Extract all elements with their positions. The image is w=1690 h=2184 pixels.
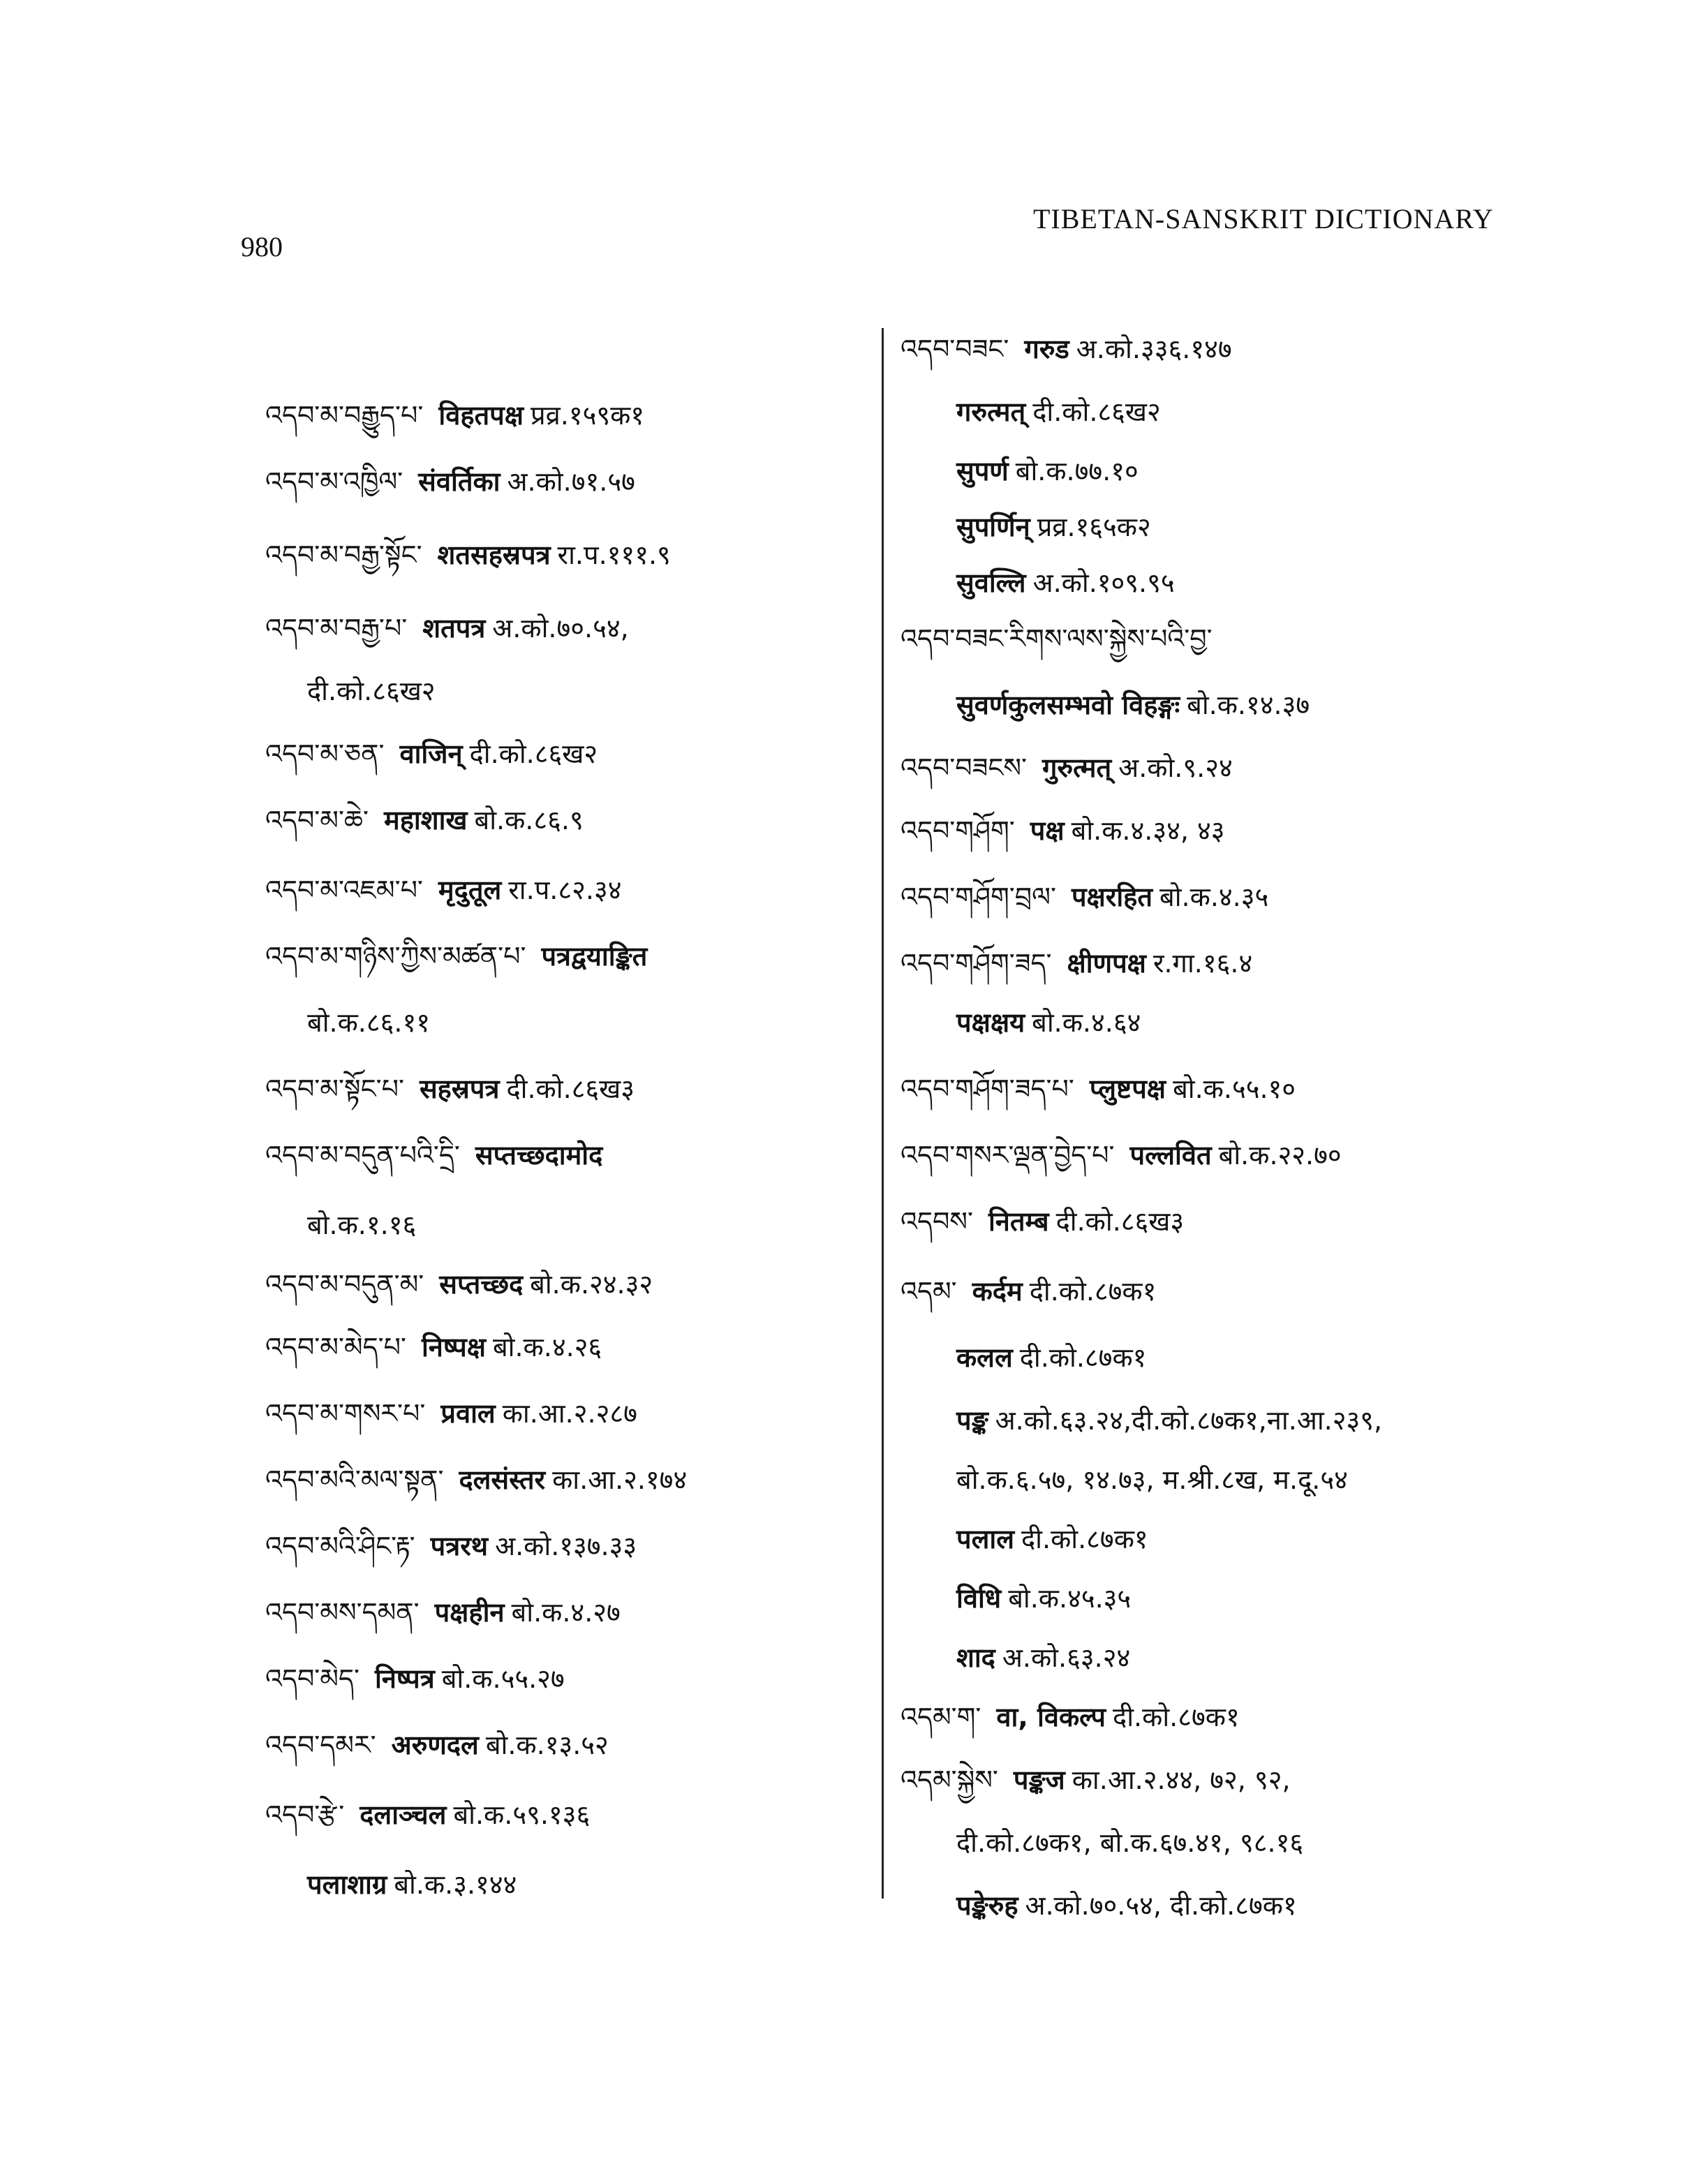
source-reference: अ.को.३३६.१४७ [1076,334,1232,364]
page-number: 980 [241,231,283,262]
source-reference: दी.को.८६ख३ [506,1074,635,1104]
dictionary-entry [900,1522,1148,1557]
sanskrit-equivalent: पक्ष [1030,815,1065,846]
tibetan-term: འདབ་མེད་ [265,1663,360,1694]
sanskrit-equivalent: अरुणदल [391,1730,479,1760]
tibetan-term: འདབ་གཤོག་བྲལ་ [900,882,1056,912]
source-reference: बो.क.२२.७० [1218,1140,1342,1171]
dictionary-entry [265,1330,602,1365]
dictionary-entry [265,1071,635,1106]
source-reference: बो.क.४.३४, ४३ [1071,815,1225,846]
sanskrit-equivalent: गरुड [1024,334,1069,364]
tibetan-term: འདབ་མ་གསར་པ་ [265,1398,426,1429]
column-divider [882,328,884,1899]
dictionary-entry [900,621,1228,656]
sanskrit-equivalent: विधि [956,1583,1002,1614]
dictionary-entry [265,1728,609,1762]
source-reference: बो.क.१३.५२ [485,1730,609,1760]
dictionary-entry [265,872,622,907]
tibetan-term: འདབ་དམར་ [265,1730,376,1760]
dictionary-entry [900,394,1161,429]
sanskrit-equivalent: पङ्क [956,1405,988,1436]
dictionary-entry [265,1595,621,1630]
dictionary-entry [900,1762,1291,1797]
dictionary-entry [265,1661,565,1696]
dictionary-entry [265,674,436,708]
sanskrit-equivalent: गरुत्मत् [956,396,1026,427]
sanskrit-equivalent: पङ्केरुह [956,1890,1018,1921]
sanskrit-equivalent: निष्पत्र [374,1663,435,1694]
source-reference: अ.को.७०.५४, दी.को.८७क१ [1025,1890,1297,1921]
source-reference: प्रव्र.१६५क२ [1037,512,1151,542]
source-reference: बो.क.१.१६ [307,1210,417,1240]
tibetan-term: འདབ་རྩེ་ [265,1799,345,1830]
tibetan-term: འདབ་གཤོག་ [900,815,1015,846]
tibetan-term: འདབ་མ་གཉིས་ཀྱིས་མཚན་པ་ [265,941,526,972]
sanskrit-equivalent: शतपत्र [422,613,486,644]
dictionary-entry [265,1396,637,1431]
source-reference: का.आ.२.१७४ [552,1464,688,1495]
dictionary-entry [265,464,635,499]
sanskrit-equivalent: सुपर्णिन् [956,512,1030,542]
dictionary-entry [900,1138,1342,1173]
tibetan-term: འདབ་མ་ཆེ་ [265,805,369,835]
sanskrit-equivalent: सप्तच्छद [439,1269,524,1300]
source-reference: अ.को.६३.२४,दी.को.८७क१,ना.आ.२३९, [995,1405,1383,1436]
source-reference: प्रव्र.१५९क१ [531,400,645,431]
tibetan-term: འདབ་བཟང་རིགས་ལས་སྐྱེས་པའི་བྱ་ [900,623,1213,654]
source-reference: दी.को.८७क१, बो.क.६७.४१, ९८.१६ [956,1827,1304,1858]
source-reference: रा.प.१११.९ [557,540,671,570]
source-reference: बो.क.४.३५ [1159,882,1269,912]
sanskrit-equivalent: प्लुष्टपक्ष [1089,1074,1166,1104]
dictionary-entry [900,332,1232,366]
dictionary-entry [900,1640,1130,1675]
dictionary-entry [900,946,1252,981]
source-reference: बो.क.१४.३७ [1187,690,1310,720]
sanskrit-equivalent: पक्षहीन [434,1597,505,1628]
dictionary-entry [265,939,654,974]
dictionary-entry [265,803,584,838]
dictionary-entry [900,1071,1296,1106]
source-reference: बो.क.५५.२७ [441,1663,565,1694]
dictionary-entry [900,1005,1141,1040]
sanskrit-equivalent: क्षीणपक्ष [1067,948,1146,979]
dictionary-entry [900,813,1225,848]
dictionary-entry [265,1208,416,1242]
source-reference: दी.को.८७क१ [1019,1342,1147,1373]
sanskrit-equivalent: पलाशाग्र [307,1869,387,1900]
sanskrit-equivalent: दलाञ्चल [360,1799,447,1830]
source-reference: अ.को.१०९.९५ [1032,567,1175,598]
source-reference: बो.क.३.१४४ [394,1869,517,1900]
tibetan-term: འདབས་ [900,1206,973,1237]
dictionary-entry [265,1267,653,1302]
sanskrit-equivalent: नितम्ब [988,1206,1049,1237]
source-reference: बो.क.६.५७, १४.७३, म.श्री.८ख, म.दू.५४ [956,1464,1348,1495]
tibetan-term: འདབ་བཟང་ [900,334,1009,364]
tibetan-term: འདབ་མ་འཁྱིལ་ [265,466,403,497]
tibetan-term: འདབ་མ་བདུན་མ་ [265,1269,424,1300]
sanskrit-equivalent: वाजिन् [399,738,463,769]
dictionary-entry [265,537,671,572]
sanskrit-equivalent: प्रवाल [440,1398,496,1429]
tibetan-term: འདབ་མ་བརྒྱུད་པ་ [265,400,424,431]
dictionary-entry [900,1274,1156,1309]
sanskrit-equivalent: संवर्तिका [418,466,501,497]
sanskrit-equivalent: सहस्रपत्र [419,1074,500,1104]
dictionary-entry [265,611,629,646]
source-reference: का.आ.२.४४, ७२, ९२, [1072,1765,1291,1795]
sanskrit-equivalent: कर्दम [972,1276,1023,1307]
tibetan-term: འདབ་གཤོག་ཟད་ [900,948,1052,979]
sanskrit-equivalent: गुरुत्मत् [1042,752,1112,783]
dictionary-entry [900,1825,1303,1860]
tibetan-term: འདབ་མས་དམན་ [265,1597,420,1628]
dictionary-entry [900,688,1310,722]
sanskrit-equivalent: पङ्कज [1013,1765,1065,1795]
sanskrit-equivalent: पलाल [956,1524,1014,1554]
dictionary-entry [900,1888,1297,1923]
tibetan-term: འདམ་སྐྱེས་ [900,1765,998,1795]
source-reference: बो.क.४.२७ [511,1597,621,1628]
dictionary-entry [900,510,1151,544]
source-reference: अ.को.६३.२४ [1002,1642,1131,1673]
tibetan-term: འདབ་མའི་ཤིང་རྟ་ [265,1531,415,1561]
source-reference: अ.को.९.२४ [1118,752,1233,783]
source-reference: दी.को.८७क१ [1029,1276,1157,1307]
tibetan-term: འདབ་གཤོག་ཟད་པ་ [900,1074,1074,1104]
sanskrit-equivalent: महाशाख [383,805,468,835]
dictionary-entry [900,1340,1146,1375]
source-reference: अ.को.७१.५७ [507,466,635,497]
sanskrit-equivalent: सुपर्ण [956,456,1009,486]
sanskrit-equivalent: शतसहस्रपत्र [437,540,551,570]
source-reference: बो.क.७७.१० [1015,456,1139,486]
source-reference: बो.क.५५.१० [1173,1074,1296,1104]
source-reference: दी.को.८६ख२ [469,738,598,769]
dictionary-entry [265,1005,430,1040]
sanskrit-equivalent: कलल [956,1342,1013,1373]
dictionary-entry [265,1797,590,1832]
source-reference: दी.को.८७क१ [1113,1702,1240,1732]
dictionary-entry [900,1403,1382,1438]
source-reference: बो.क.४.६४ [1032,1007,1141,1038]
sanskrit-equivalent: निष्पक्ष [421,1332,486,1362]
sanskrit-equivalent: पक्षक्षय [956,1007,1025,1038]
source-reference: बो.क.४.२६ [492,1332,602,1362]
source-reference: बो.क.४५.३५ [1008,1583,1132,1614]
source-reference: बो.क.८६.९ [474,805,584,835]
dictionary-entry [900,454,1139,489]
dictionary-entry [900,565,1175,600]
tibetan-term: འདབ་མ་བདུན་པའི་དྲི་ [265,1140,460,1171]
source-reference: बो.क.८६.११ [307,1007,431,1038]
tibetan-term: འདབ་མའི་མལ་སྟན་ [265,1464,444,1495]
dictionary-entry [265,1462,687,1497]
tibetan-term: འདབ་མ་འཇམ་པ་ [265,875,423,905]
dictionary-entry [265,398,644,433]
tibetan-term: འདབ་མ་བརྒྱ་པ་ [265,613,408,644]
source-reference: दी.को.८६ख२ [307,676,436,706]
source-reference: का.आ.२.२८७ [502,1398,637,1429]
dictionary-entry [900,879,1268,914]
sanskrit-equivalent: पत्रद्वयाङ्कित [541,941,648,972]
sanskrit-equivalent: शाद [956,1642,995,1673]
sanskrit-equivalent: सुवल्लि [956,567,1026,598]
dictionary-entry [900,750,1233,785]
tibetan-term: འདབ་གསར་ལྡན་བྱེད་པ་ [900,1140,1115,1171]
sanskrit-equivalent: पक्षरहित [1071,882,1153,912]
dictionary-entry [900,1204,1184,1239]
sanskrit-equivalent: सुवर्णकुलसम्भवो विहङ्गः [956,690,1180,720]
source-reference: अ.को.१३७.३३ [495,1531,637,1561]
tibetan-term: འདབ་མ་མེད་པ་ [265,1332,406,1362]
source-reference: अ.को.७०.५४, [492,613,629,644]
tibetan-term: འདམ་ག་ [900,1702,981,1732]
tibetan-term: འདབ་བཟངས་ [900,752,1027,783]
running-head: TIBETAN-SANSKRIT DICTIONARY [1033,203,1494,235]
sanskrit-equivalent: मृदुतूल [438,875,502,905]
dictionary-entry [265,1138,609,1173]
dictionary-entry [265,1529,637,1563]
source-reference: बो.क.२४.३२ [530,1269,653,1300]
sanskrit-equivalent: वा, विकल्प [996,1702,1106,1732]
dictionary-entry [900,1581,1131,1616]
source-reference: दी.को.८७क१ [1021,1524,1148,1554]
tibetan-term: འདབ་མ་ཅན་ [265,738,385,769]
sanskrit-equivalent: सप्तच्छदामोद [475,1140,603,1171]
tibetan-term: འདམ་ [900,1276,957,1307]
source-reference: दी.को.८६ख२ [1032,396,1161,427]
tibetan-term: འདབ་མ་བརྒྱ་སྟོང་ [265,540,422,570]
dictionary-entry [265,1867,517,1902]
source-reference: र.गा.१६.४ [1152,948,1253,979]
source-reference: बो.क.५९.१३६ [453,1799,591,1830]
sanskrit-equivalent: पत्ररथ [430,1531,489,1561]
dictionary-entry [900,1462,1348,1497]
sanskrit-equivalent: पल्लवित [1129,1140,1212,1171]
sanskrit-equivalent: दलसंस्तर [459,1464,546,1495]
dictionary-entry [900,1700,1240,1734]
sanskrit-equivalent: विहतपक्ष [438,400,524,431]
source-reference: दी.को.८६ख३ [1055,1206,1185,1237]
dictionary-entry [265,736,598,771]
tibetan-term: འདབ་མ་སྟོང་པ་ [265,1074,404,1104]
source-reference: रा.प.८२.३४ [508,875,622,905]
